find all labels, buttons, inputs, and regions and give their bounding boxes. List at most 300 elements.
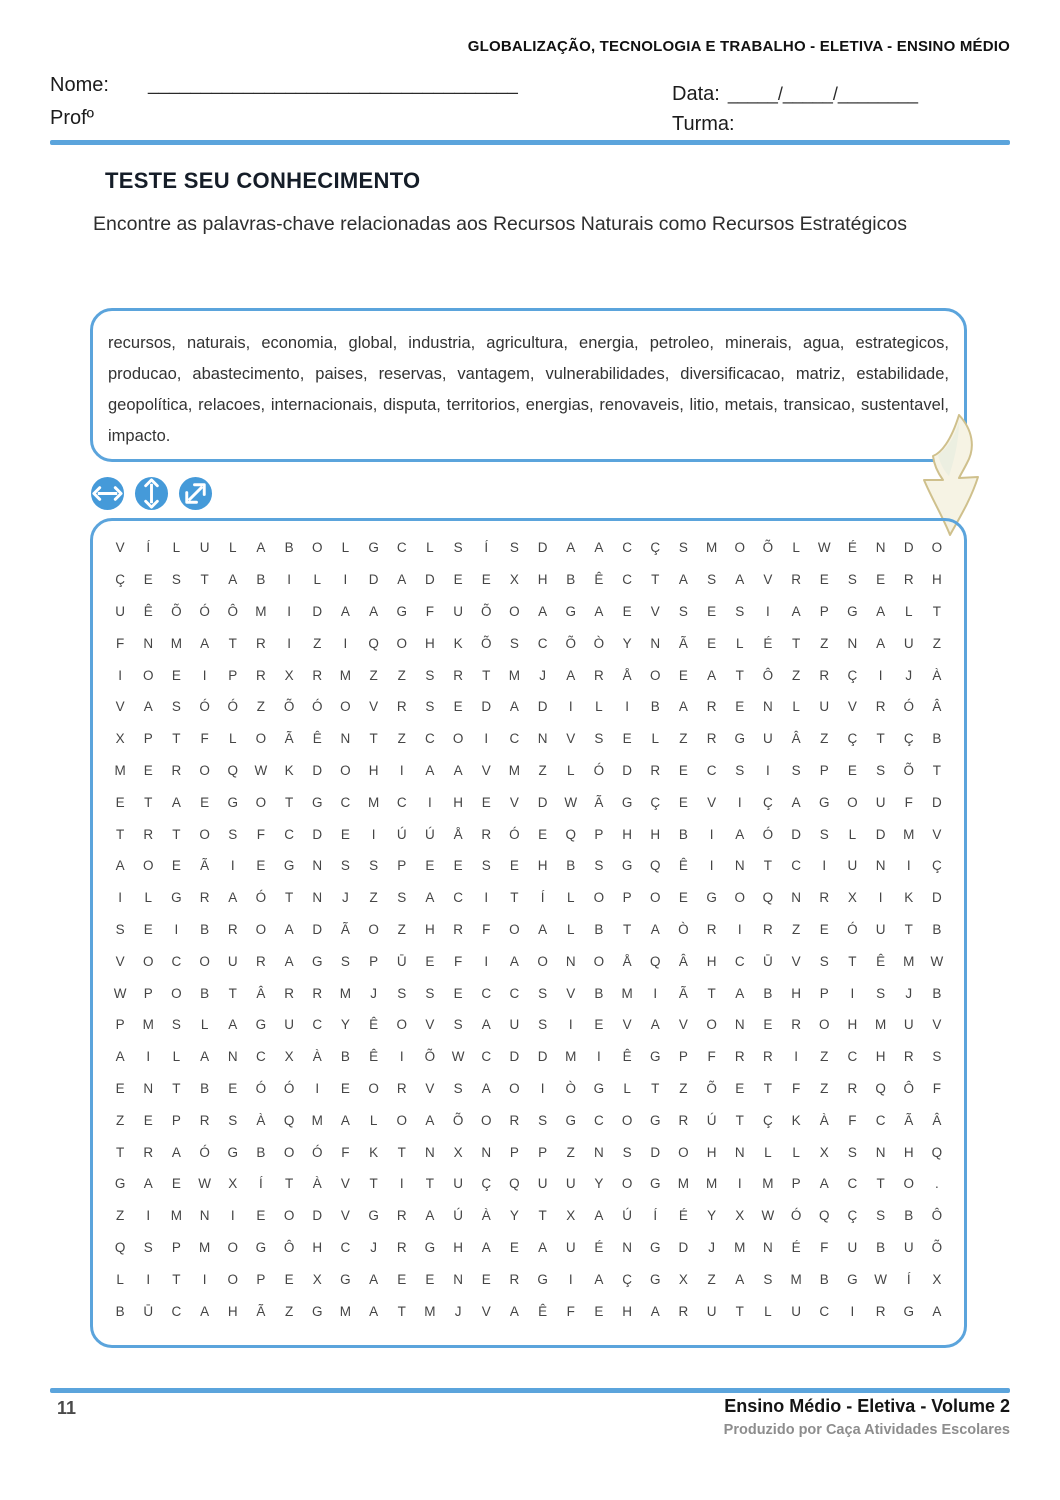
grid-letter: S <box>819 826 829 842</box>
grid-letter: P <box>819 985 829 1001</box>
grid-letter: À <box>481 1208 491 1224</box>
grid-letter: N <box>734 1144 745 1160</box>
grid-letter: Í <box>906 1271 911 1287</box>
grid-letter: Q <box>931 1144 943 1160</box>
date-blank-line: _____/_____/________ <box>727 84 919 104</box>
grid-letter: E <box>847 762 857 778</box>
grid-letter: Z <box>115 1112 125 1128</box>
grid-letter: T <box>651 572 660 588</box>
grid-letter: G <box>847 603 858 619</box>
grid-letter: D <box>791 826 801 842</box>
grid-letter: A <box>340 1112 350 1128</box>
grid-letter: Ó <box>199 603 210 619</box>
grid-letter: I <box>287 603 291 619</box>
grid-letter: C <box>819 1303 830 1319</box>
grid-letter: S <box>594 858 604 874</box>
grid-letter: Ú <box>706 1112 717 1128</box>
grid-letter: W <box>451 1049 465 1065</box>
grid-letter: U <box>115 603 125 619</box>
grid-letter: S <box>481 858 491 874</box>
grid-letter: O <box>734 890 745 906</box>
grid-letter: Ô <box>762 667 774 683</box>
grid-letter: C <box>453 890 463 906</box>
grid-letter: S <box>171 699 181 715</box>
grid-letter: Ê <box>622 1049 632 1065</box>
grid-letter: E <box>594 1017 604 1033</box>
page-number: 11 <box>57 1398 77 1418</box>
grid-letter: Z <box>820 635 829 651</box>
grid-letter: S <box>453 1080 463 1096</box>
grid-letter: R <box>706 921 717 937</box>
grid-letter: Ô <box>283 1239 295 1255</box>
grid-letter: I <box>850 985 855 1001</box>
grid-letter: I <box>343 635 348 651</box>
grid-letter: À <box>932 667 942 683</box>
grid-letter: A <box>425 762 435 778</box>
grid-letter: T <box>622 921 632 937</box>
activity-title: TESTE SEU CONHECIMENTO <box>105 168 421 193</box>
grid-letter: L <box>200 1017 209 1033</box>
grid-letter: G <box>649 1112 661 1128</box>
grid-letter: I <box>399 1049 404 1065</box>
grid-letter: D <box>509 1049 520 1065</box>
grid-letter: M <box>565 1049 577 1065</box>
grid-letter: X <box>284 667 294 683</box>
grid-letter: E <box>819 921 829 937</box>
grid-letter: B <box>932 985 942 1001</box>
grid-letter: Ç <box>650 540 661 556</box>
grid-letter: V <box>932 1017 942 1033</box>
grid-letter: Ã <box>256 1303 266 1319</box>
grid-letter: V <box>481 1303 491 1319</box>
grid-letter: A <box>509 699 519 715</box>
grid-letter: U <box>537 1176 548 1192</box>
grid-letter: Q <box>114 1239 126 1255</box>
grid-letter: T <box>651 1080 660 1096</box>
grid-letter: V <box>932 826 942 842</box>
grid-letter: Ò <box>678 921 689 937</box>
grid-letter: O <box>480 1112 492 1128</box>
grid-letter: I <box>737 794 742 810</box>
grid-letter: U <box>509 1017 520 1033</box>
grid-letter: V <box>115 699 125 715</box>
grid-letter: O <box>255 794 267 810</box>
vertical-arrow-icon <box>134 476 169 511</box>
grid-letter: I <box>597 1049 601 1065</box>
grid-letter: E <box>678 667 688 683</box>
grid-letter: L <box>172 540 181 556</box>
grid-letter: B <box>876 1239 886 1255</box>
grid-letter: T <box>228 985 237 1001</box>
grid-letter: Ã <box>678 985 688 1001</box>
grid-letter: O <box>931 540 943 556</box>
grid-letter: O <box>199 953 210 969</box>
grid-letter: E <box>256 1208 266 1224</box>
grid-letter: C <box>396 540 407 556</box>
grid-letter: C <box>256 1049 266 1065</box>
grid-letter: A <box>735 1271 745 1287</box>
grid-letter: R <box>143 826 154 842</box>
grid-letter: U <box>227 953 238 969</box>
grid-letter: A <box>481 1080 491 1096</box>
word-search-grid <box>106 532 951 1327</box>
grid-letter: R <box>594 667 604 683</box>
grid-letter: A <box>538 921 548 937</box>
grid-letter: A <box>735 985 745 1001</box>
grid-letter: G <box>227 794 238 810</box>
grid-letter: Q <box>649 953 661 969</box>
grid-letter: B <box>256 1144 266 1160</box>
grid-letter: X <box>509 572 519 588</box>
date-label: Data: <box>672 83 720 105</box>
grid-letter: J <box>708 1239 715 1255</box>
grid-letter: E <box>143 921 153 937</box>
grid-letter: I <box>766 762 770 778</box>
grid-letter: S <box>594 731 604 747</box>
grid-letter: A <box>228 890 238 906</box>
grid-letter: A <box>453 762 463 778</box>
grid-letter: A <box>594 1208 604 1224</box>
grid-letter: C <box>171 953 182 969</box>
grid-letter: G <box>255 1017 267 1033</box>
grid-letter: Ç <box>932 858 942 874</box>
grid-letter: L <box>904 603 913 619</box>
grid-letter: I <box>146 1271 151 1287</box>
grid-letter: Ê <box>369 1017 379 1033</box>
grid-letter: T <box>172 826 181 842</box>
grid-letter: V <box>115 953 125 969</box>
grid-letter: D <box>312 603 323 619</box>
grid-letter: U <box>875 921 886 937</box>
grid-letter: T <box>369 731 378 747</box>
grid-letter: A <box>594 1271 604 1287</box>
grid-letter: I <box>118 890 122 906</box>
grid-letter: O <box>649 667 661 683</box>
grid-letter: O <box>227 1239 238 1255</box>
grid-letter: M <box>705 540 718 556</box>
grid-letter: G <box>424 1239 436 1255</box>
grid-letter: B <box>594 921 604 937</box>
grid-letter: M <box>903 826 915 842</box>
grid-letter: M <box>339 667 352 683</box>
grid-letter: M <box>734 1239 746 1255</box>
grid-letter: P <box>791 1176 801 1192</box>
activity-instructions: Encontre as palavras-chave relacionadas aos Recursos Naturais como Recursos Estratégicos <box>93 213 907 235</box>
grid-letter: Â <box>791 731 801 747</box>
grid-letter: T <box>848 953 857 969</box>
grid-letter: S <box>622 1144 632 1160</box>
grid-letter: H <box>425 921 435 937</box>
grid-letter: U <box>847 1239 858 1255</box>
grid-letter: I <box>568 1271 573 1287</box>
grid-letter: E <box>143 572 153 588</box>
grid-letter: O <box>847 794 858 810</box>
grid-letter: M <box>903 953 915 969</box>
word-list: recursos, naturais, economia, global, industria, agricultura, energia, petroleo, minerais, agua, estrategicos, producao, abastecimento, paises, reservas, vantagem, vulnerabilidades, diversificacao, matriz, estabilidade, geopolítica, relacoes, internacionais, disputa, territorios, energias, renovaveis, litio, metais, transicao, sustentavel, impacto. <box>108 334 949 445</box>
grid-letter: R <box>396 1239 407 1255</box>
grid-letter: H <box>453 794 463 810</box>
grid-letter: I <box>653 985 658 1001</box>
grid-letter: E <box>425 953 435 969</box>
grid-letter: L <box>764 1144 772 1160</box>
grid-letter: D <box>481 699 492 715</box>
grid-letter: G <box>593 1080 605 1096</box>
grid-letter: O <box>368 921 379 937</box>
grid-letter: Â <box>932 699 942 715</box>
grid-letter: Õ <box>480 635 492 651</box>
grid-letter: V <box>763 572 773 588</box>
grid-letter: G <box>340 1271 351 1287</box>
grid-letter: Å <box>622 667 632 683</box>
grid-letter: V <box>481 762 491 778</box>
grid-letter: J <box>342 890 349 906</box>
name-blank-line: ___________________________________ <box>148 74 518 95</box>
grid-letter: H <box>650 826 661 842</box>
grid-letter: O <box>255 731 267 747</box>
grid-letter: A <box>594 603 604 619</box>
grid-letter: I <box>484 731 489 747</box>
grid-letter: Z <box>566 1144 575 1160</box>
grid-letter: B <box>200 1080 210 1096</box>
grid-letter: Q <box>227 762 238 778</box>
grid-letter: Ê <box>538 1303 548 1319</box>
grid-letter: I <box>878 890 883 906</box>
grid-letter: R <box>509 1112 520 1128</box>
grid-letter: K <box>284 762 294 778</box>
grid-letter: Å <box>622 953 632 969</box>
grid-letter: C <box>481 1049 492 1065</box>
grid-letter: U <box>284 1017 294 1033</box>
grid-letter: S <box>369 858 379 874</box>
grid-letter: R <box>509 1271 520 1287</box>
grid-letter: R <box>847 1080 858 1096</box>
grid-letter: U <box>763 731 773 747</box>
grid-letter: H <box>622 826 632 842</box>
grid-letter: O <box>452 731 464 747</box>
grid-letter: O <box>621 1112 633 1128</box>
grid-letter: F <box>904 794 913 810</box>
grid-letter: B <box>932 731 942 747</box>
grid-letter: I <box>737 1176 742 1192</box>
grid-letter: Ê <box>678 858 688 874</box>
grid-letter: U <box>903 1017 914 1033</box>
grid-letter: R <box>903 572 914 588</box>
grid-letter: F <box>791 1080 801 1096</box>
grid-letter: S <box>397 985 407 1001</box>
grid-letter: Ū <box>763 953 773 969</box>
grid-letter: A <box>481 1239 491 1255</box>
grid-letter: R <box>903 1049 914 1065</box>
grid-letter: T <box>172 731 181 747</box>
grid-letter: O <box>678 1144 689 1160</box>
grid-letter: I <box>737 921 742 937</box>
grid-letter: S <box>340 953 350 969</box>
grid-letter: N <box>875 1144 886 1160</box>
grid-letter: Z <box>397 667 406 683</box>
grid-letter: N <box>143 635 154 651</box>
diagonal-arrow-icon <box>178 476 213 511</box>
grid-letter: R <box>143 1144 154 1160</box>
grid-letter: Z <box>284 1303 294 1319</box>
grid-letter: V <box>340 1176 350 1192</box>
grid-letter: B <box>566 858 576 874</box>
grid-letter: P <box>819 603 829 619</box>
grid-letter: C <box>340 1239 351 1255</box>
grid-letter: Ú <box>425 826 435 842</box>
grid-letter: I <box>568 1017 573 1033</box>
grid-letter: C <box>509 731 520 747</box>
grid-letter: W <box>254 762 268 778</box>
grid-letter: N <box>481 1144 492 1160</box>
grid-letter: E <box>115 794 125 810</box>
grid-letter: Ç <box>115 572 125 588</box>
grid-letter: S <box>847 1144 857 1160</box>
grid-letter: N <box>622 1239 632 1255</box>
grid-letter: M <box>424 1303 436 1319</box>
grid-letter: P <box>256 1271 266 1287</box>
grid-letter: R <box>791 1017 801 1033</box>
grid-letter: Ç <box>763 794 773 810</box>
header-divider <box>50 140 1010 145</box>
grid-letter: J <box>905 985 913 1001</box>
grid-letter: M <box>339 1303 352 1319</box>
grid-letter: S <box>425 985 435 1001</box>
grid-letter: T <box>284 890 294 906</box>
grid-letter: V <box>425 1080 435 1096</box>
grid-letter: P <box>594 826 604 842</box>
grid-letter: E <box>200 794 210 810</box>
grid-letter: B <box>932 921 942 937</box>
grid-letter: T <box>932 603 942 619</box>
grid-letter: H <box>537 572 548 588</box>
grid-letter: T <box>763 1080 773 1096</box>
grid-letter: B <box>340 1049 350 1065</box>
grid-letter: D <box>537 794 548 810</box>
grid-letter: Õ <box>424 1049 436 1065</box>
grid-letter: D <box>650 1144 661 1160</box>
grid-letter: C <box>791 858 801 874</box>
grid-letter: C <box>312 1017 323 1033</box>
grid-letter: H <box>425 635 435 651</box>
grid-letter: P <box>538 1144 548 1160</box>
grid-letter: R <box>819 667 830 683</box>
grid-letter: S <box>876 1208 886 1224</box>
grid-letter: Ò <box>593 635 605 651</box>
grid-letter: M <box>255 603 267 619</box>
grid-letter: X <box>566 1208 576 1224</box>
grid-letter: P <box>819 762 829 778</box>
grid-letter: L <box>313 572 321 588</box>
grid-letter: B <box>763 985 773 1001</box>
grid-letter: U <box>565 1239 576 1255</box>
grid-letter: L <box>426 540 434 556</box>
grid-letter: N <box>650 635 661 651</box>
grid-letter: N <box>594 1144 604 1160</box>
grid-letter: Z <box>932 635 942 651</box>
grid-letter: V <box>622 1017 632 1033</box>
grid-letter: S <box>678 540 688 556</box>
grid-letter: À <box>819 1112 829 1128</box>
grid-letter: N <box>143 1080 154 1096</box>
grid-letter: O <box>255 921 267 937</box>
grid-letter: G <box>311 794 323 810</box>
grid-letter: M <box>170 1208 183 1224</box>
grid-letter: E <box>481 572 491 588</box>
grid-letter: L <box>764 1303 772 1319</box>
grid-letter: T <box>115 1144 125 1160</box>
grid-letter: N <box>340 731 351 747</box>
grid-letter: Â <box>932 1112 942 1128</box>
grid-letter: M <box>705 1176 718 1192</box>
grid-letter: T <box>510 890 519 906</box>
grid-letter: A <box>369 603 379 619</box>
grid-letter: X <box>678 1271 688 1287</box>
grid-letter: Z <box>679 731 688 747</box>
grid-letter: L <box>735 635 744 651</box>
grid-letter: B <box>650 699 660 715</box>
grid-letter: O <box>142 858 154 874</box>
grid-letter: E <box>171 667 181 683</box>
grid-letter: A <box>791 794 801 810</box>
grid-letter: A <box>397 572 407 588</box>
grid-letter: R <box>791 572 801 588</box>
grid-letter: A <box>200 1303 210 1319</box>
grid-letter: S <box>707 572 717 588</box>
grid-letter: S <box>171 1017 181 1033</box>
grid-letter: R <box>678 1112 689 1128</box>
grid-letter: G <box>649 1176 661 1192</box>
grid-letter: F <box>115 635 125 651</box>
grid-letter: G <box>311 1303 323 1319</box>
grid-letter: É <box>594 1239 604 1255</box>
grid-letter: Í <box>484 540 489 556</box>
grid-letter: E <box>538 826 548 842</box>
grid-letter: A <box>538 1239 548 1255</box>
grid-letter: Ó <box>283 1080 295 1096</box>
grid-letter: L <box>792 1144 800 1160</box>
grid-letter: O <box>509 1080 520 1096</box>
grid-letter: Z <box>369 890 378 906</box>
grid-letter: G <box>734 731 745 747</box>
grid-letter: B <box>256 572 266 588</box>
grid-letter: N <box>791 890 801 906</box>
grid-letter: I <box>287 572 291 588</box>
grid-letter: O <box>199 826 210 842</box>
grid-letter: N <box>312 858 323 874</box>
grid-letter: R <box>396 699 407 715</box>
grid-letter: M <box>621 985 633 1001</box>
grid-letter: I <box>878 667 883 683</box>
grid-letter: Ú <box>622 1208 632 1224</box>
grid-letter: I <box>399 1176 404 1192</box>
grid-letter: A <box>425 1112 435 1128</box>
grid-letter: L <box>848 826 857 842</box>
grid-letter: L <box>566 890 575 906</box>
grid-letter: M <box>367 794 380 810</box>
grid-letter: R <box>256 635 266 651</box>
grid-letter: T <box>538 1208 547 1224</box>
grid-letter: O <box>199 762 210 778</box>
grid-letter: Ū <box>143 1303 154 1319</box>
grid-letter: A <box>566 667 576 683</box>
grid-letter: V <box>566 731 576 747</box>
grid-letter: E <box>678 794 688 810</box>
grid-letter: L <box>116 1271 124 1287</box>
grid-letter: O <box>311 540 323 556</box>
grid-letter: U <box>903 1239 914 1255</box>
grid-letter: F <box>453 953 463 969</box>
grid-letter: I <box>428 794 432 810</box>
